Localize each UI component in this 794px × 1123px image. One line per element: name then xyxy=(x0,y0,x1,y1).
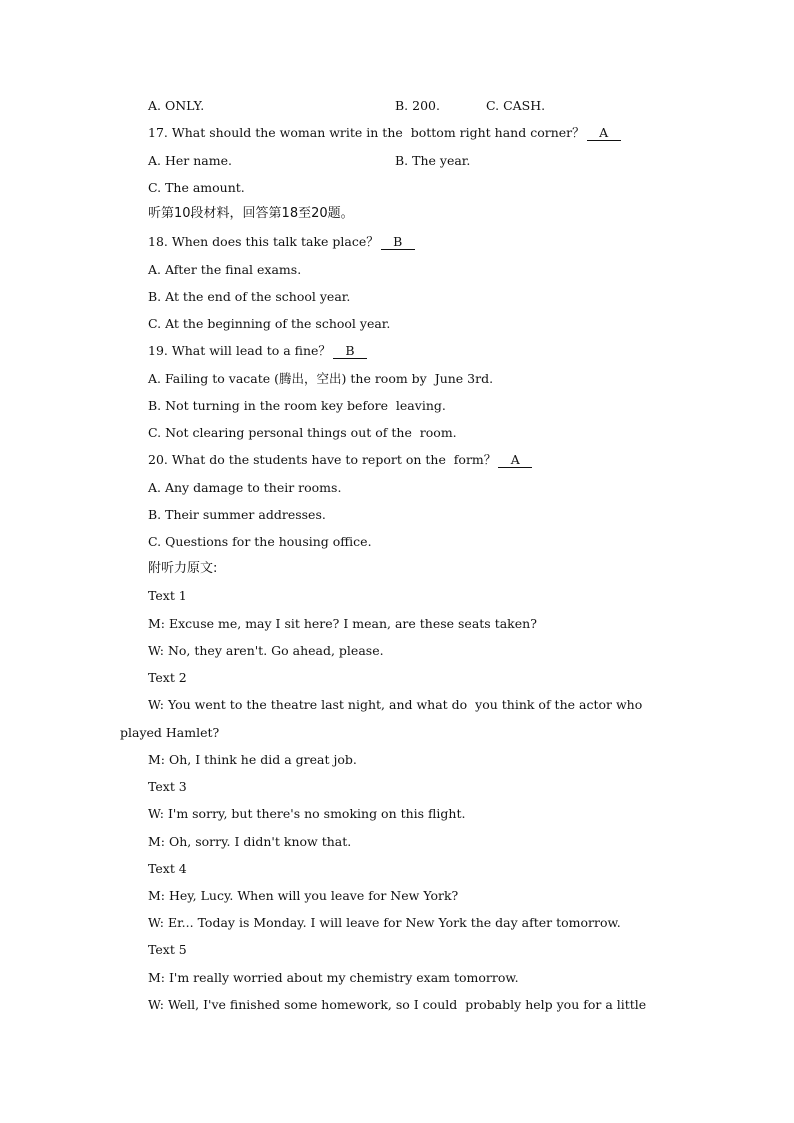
q20-option-c: C. Questions for the housing office. xyxy=(148,534,372,549)
text4-title: Text 4 xyxy=(148,861,187,876)
text1-line2: W: No, they aren't. Go ahead, please. xyxy=(148,643,384,658)
q17-question xyxy=(148,125,621,141)
q19-question-text: 19. What will lead to a fine？ xyxy=(148,343,331,358)
q20-question-text: 20. What do the students have to report on the form？ xyxy=(148,452,497,467)
text3-line1: W: I'm sorry, but there's no smoking on this flight. xyxy=(148,806,466,821)
text1-line1: M: Excuse me, may I sit here? I mean, are these seats taken? xyxy=(148,616,537,631)
q16-option-a: A. ONLY. xyxy=(148,98,205,113)
text5-line1: M: I'm really worried about my chemistry exam tomorrow. xyxy=(148,970,519,985)
q18-question-text: 18. When does this talk take place？ xyxy=(148,234,379,249)
q20-answer: A xyxy=(498,453,532,468)
text3-line2: M: Oh, sorry. I didn't know that. xyxy=(148,834,352,849)
q20-question xyxy=(148,452,532,468)
q20-option-b: B. Their summer addresses. xyxy=(148,507,326,522)
q16-option-c: C. CASH. xyxy=(486,98,546,113)
q18-option-c: C. At the beginning of the school year. xyxy=(148,316,391,331)
q16-option-b: B. 200. xyxy=(395,98,440,113)
q18-answer: B xyxy=(381,235,415,250)
q19-answer: B xyxy=(333,344,367,359)
q17-option-a: A. Her name. xyxy=(148,153,232,168)
text2-title: Text 2 xyxy=(148,670,187,685)
q20-option-a: A. Any damage to their rooms. xyxy=(148,480,342,495)
q19-option-c: C. Not clearing personal things out of the room. xyxy=(148,425,457,440)
text2-line2: M: Oh, I think he did a great job. xyxy=(148,752,357,767)
transcript-heading: 附听力原文: xyxy=(148,561,218,576)
text2-line1-continued: played Hamlet? xyxy=(120,725,220,740)
q18-option-a: A. After the final exams. xyxy=(148,262,302,277)
section-10-instruction: 听第10段材料，回答第18至20题。 xyxy=(148,206,354,221)
text5-title: Text 5 xyxy=(148,942,187,957)
q17-option-b: B. The year. xyxy=(395,153,471,168)
q18-question xyxy=(148,234,415,250)
text1-title: Text 1 xyxy=(148,588,187,603)
q17-answer: A xyxy=(587,126,621,141)
q18-option-b: B. At the end of the school year. xyxy=(148,289,351,304)
text5-line2: W: Well, I've finished some homework, so I could probably help you for a little xyxy=(148,997,647,1012)
text3-title: Text 3 xyxy=(148,779,187,794)
q19-question xyxy=(148,343,367,359)
q19-option-a: A. Failing to vacate (腾出，空出) the room by June 3rd. xyxy=(148,371,494,386)
text4-line2: W: Er... Today is Monday. I will leave for New York the day after tomorrow. xyxy=(148,915,621,930)
text4-line1: M: Hey, Lucy. When will you leave for New York? xyxy=(148,888,459,903)
text2-line1: W: You went to the theatre last night, and what do you think of the actor who xyxy=(148,697,643,712)
q17-option-c: C. The amount. xyxy=(148,180,245,195)
q19-option-b: B. Not turning in the room key before leaving. xyxy=(148,398,446,413)
q17-question-text: 17. What should the woman write in the bottom right hand corner？ xyxy=(148,125,585,140)
